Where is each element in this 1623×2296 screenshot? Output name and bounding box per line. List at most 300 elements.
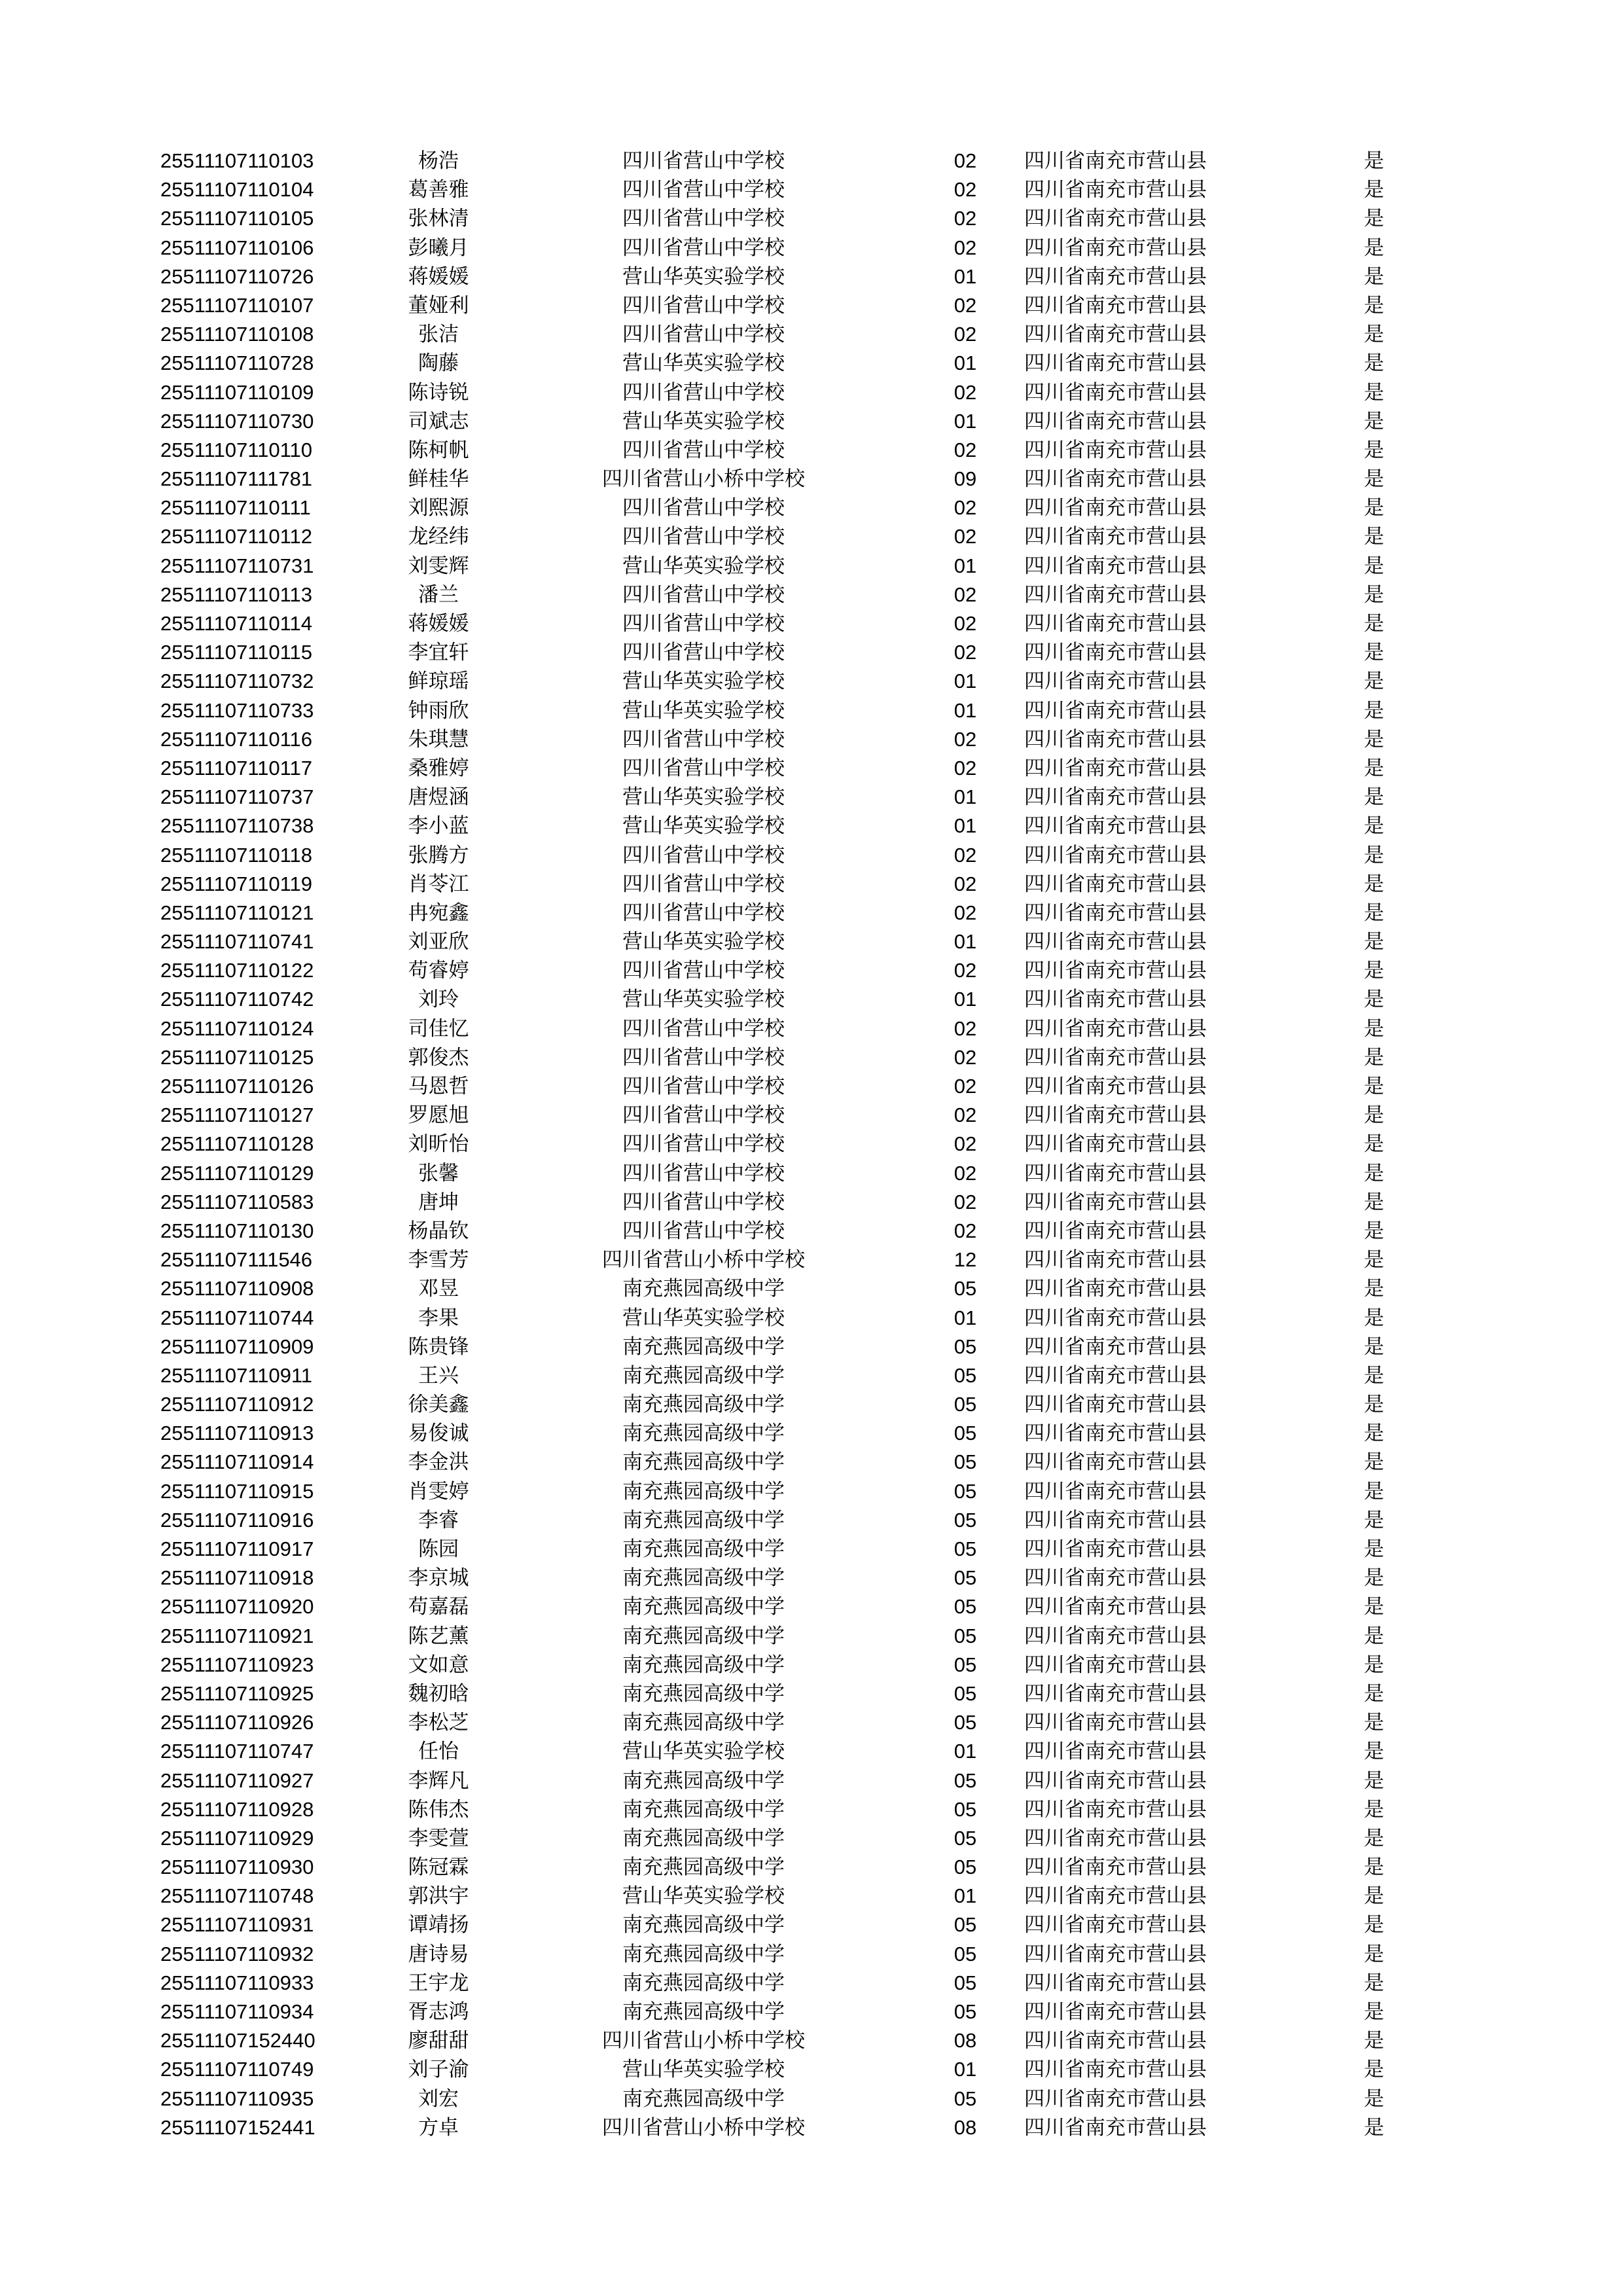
candidate-id-cell: 25511107110913 [160, 1422, 314, 1445]
school-code-cell: 05 [954, 1508, 977, 1532]
table-row [160, 262, 1482, 291]
eligibility-cell: 是 [1364, 149, 1384, 173]
eligibility-cell: 是 [1364, 409, 1384, 433]
candidate-id-cell: 25511107110113 [160, 583, 313, 606]
school-code-cell: 08 [954, 2029, 977, 2053]
table-row [160, 667, 1482, 696]
region-cell: 四川省南充市营山县 [1024, 2000, 1207, 2024]
table-row [160, 436, 1482, 465]
eligibility-cell: 是 [1364, 1479, 1384, 1503]
table-row [160, 1940, 1482, 1969]
school-code-cell: 02 [954, 901, 977, 924]
candidate-id-cell: 25511107110726 [160, 264, 314, 288]
student-name-cell: 张腾方 [408, 843, 469, 867]
eligibility-cell: 是 [1364, 1248, 1384, 1272]
school-code-cell: 05 [954, 1856, 977, 1879]
candidate-id-cell: 25511107110926 [160, 1711, 314, 1734]
table-row [160, 407, 1482, 436]
candidate-id-cell: 25511107110110 [160, 438, 313, 461]
table-row [160, 1477, 1482, 1506]
candidate-id-cell: 25511107110742 [160, 988, 314, 1011]
school-code-cell: 02 [954, 1219, 977, 1242]
table-row [160, 754, 1482, 783]
school-code-cell: 01 [954, 1306, 977, 1329]
school-cell: 四川省营山小桥中学校 [602, 1248, 805, 1272]
student-name-cell: 司佳忆 [408, 1016, 469, 1041]
student-name-cell: 董娅利 [408, 293, 469, 317]
region-cell: 四川省南充市营山县 [1024, 1190, 1207, 1214]
table-row [160, 2026, 1482, 2055]
student-table [160, 147, 1482, 2142]
table-row [160, 841, 1482, 870]
table-row [160, 1014, 1482, 1043]
school-code-cell: 02 [954, 843, 977, 867]
eligibility-cell: 是 [1364, 2029, 1384, 2053]
school-cell: 营山华英实验学校 [622, 670, 785, 694]
student-name-cell: 马恩哲 [408, 1075, 469, 1098]
school-code-cell: 09 [954, 467, 977, 491]
candidate-id-cell: 25511107110733 [160, 698, 314, 722]
candidate-id-cell: 25511107110923 [160, 1653, 314, 1676]
candidate-id-cell: 25511107110130 [160, 1219, 314, 1242]
eligibility-cell: 是 [1364, 554, 1384, 578]
school-cell: 四川省营山中学校 [622, 1045, 785, 1069]
student-name-cell: 李宜轩 [408, 641, 469, 665]
region-cell: 四川省南充市营山县 [1024, 930, 1207, 954]
table-row [160, 349, 1482, 378]
school-cell: 四川省营山中学校 [622, 525, 785, 549]
student-name-cell: 张馨 [418, 1161, 459, 1185]
region-cell: 四川省南充市营山县 [1024, 207, 1207, 231]
school-code-cell: 02 [954, 323, 977, 346]
school-code-cell: 05 [954, 1479, 977, 1503]
school-code-cell: 02 [954, 496, 977, 520]
region-cell: 四川省南充市营山县 [1024, 2058, 1207, 2082]
school-code-cell: 02 [954, 583, 977, 606]
eligibility-cell: 是 [1364, 1306, 1384, 1330]
school-code-cell: 05 [954, 2087, 977, 2110]
region-cell: 四川省南充市营山县 [1024, 670, 1207, 694]
candidate-id-cell: 25511107110105 [160, 207, 314, 230]
region-cell: 四川省南充市营山县 [1024, 1306, 1207, 1330]
eligibility-cell: 是 [1364, 843, 1384, 867]
school-cell: 南充燕园高级中学 [622, 1797, 785, 1821]
region-cell: 四川省南充市营山县 [1024, 1681, 1207, 1706]
student-name-cell: 李金洪 [408, 1450, 469, 1475]
eligibility-cell: 是 [1364, 1942, 1384, 1966]
candidate-id-cell: 25511107110917 [160, 1537, 314, 1560]
school-code-cell: 05 [954, 1277, 977, 1300]
candidate-id-cell: 25511107110912 [160, 1393, 314, 1416]
table-row [160, 1274, 1482, 1303]
student-name-cell: 李雯萱 [408, 1826, 469, 1850]
student-name-cell: 陶藤 [418, 351, 459, 376]
student-name-cell: 陈贵锋 [408, 1335, 469, 1359]
school-code-cell: 05 [954, 1681, 977, 1705]
school-code-cell: 02 [954, 872, 977, 895]
candidate-id-cell: 25511107110732 [160, 670, 314, 693]
table-row [160, 493, 1482, 522]
student-name-cell: 肖苓江 [408, 872, 469, 896]
school-cell: 营山华英实验学校 [622, 814, 785, 838]
school-cell: 四川省营山中学校 [622, 207, 785, 231]
region-cell: 四川省南充市营山县 [1024, 178, 1207, 202]
table-row [160, 1679, 1482, 1708]
table-row [160, 552, 1482, 581]
table-row [160, 291, 1482, 320]
school-code-cell: 02 [954, 293, 977, 317]
school-cell: 南充燕园高级中学 [622, 1450, 785, 1475]
student-name-cell: 陈伟杰 [408, 1797, 469, 1821]
table-row [160, 609, 1482, 638]
region-cell: 四川省南充市营山县 [1024, 1595, 1207, 1619]
school-code-cell: 02 [954, 1075, 977, 1098]
candidate-id-cell: 25511107110129 [160, 1161, 314, 1185]
eligibility-cell: 是 [1364, 293, 1384, 317]
region-cell: 四川省南充市营山县 [1024, 1537, 1207, 1561]
candidate-id-cell: 25511107110929 [160, 1826, 314, 1850]
school-code-cell: 02 [954, 380, 977, 404]
candidate-id-cell: 25511107110108 [160, 323, 314, 346]
eligibility-cell: 是 [1364, 1711, 1384, 1735]
eligibility-cell: 是 [1364, 380, 1384, 404]
table-row [160, 378, 1482, 407]
school-code-cell: 05 [954, 1797, 977, 1821]
region-cell: 四川省南充市营山县 [1024, 554, 1207, 578]
table-row [160, 1651, 1482, 1679]
school-code-cell: 05 [954, 1566, 977, 1590]
table-row [160, 696, 1482, 725]
eligibility-cell: 是 [1364, 1450, 1384, 1475]
region-cell: 四川省南充市营山县 [1024, 1363, 1207, 1388]
table-row [160, 2055, 1482, 2084]
school-code-cell: 01 [954, 988, 977, 1011]
school-code-cell: 08 [954, 2115, 977, 2139]
candidate-id-cell: 25511107110117 [160, 756, 313, 780]
region-cell: 四川省南充市营山县 [1024, 612, 1207, 636]
school-cell: 四川省营山中学校 [622, 1161, 785, 1185]
student-name-cell: 陈柯帆 [408, 438, 469, 462]
school-code-cell: 01 [954, 554, 977, 577]
school-code-cell: 05 [954, 1393, 977, 1416]
candidate-id-cell: 25511107110125 [160, 1045, 314, 1069]
region-cell: 四川省南充市营山县 [1024, 1045, 1207, 1069]
region-cell: 四川省南充市营山县 [1024, 1971, 1207, 1995]
school-code-cell: 05 [954, 1624, 977, 1647]
table-row [160, 1101, 1482, 1130]
school-code-cell: 05 [954, 1826, 977, 1850]
student-name-cell: 邓昱 [418, 1277, 459, 1301]
table-row [160, 1708, 1482, 1737]
school-cell: 四川省营山中学校 [622, 323, 785, 347]
school-cell: 四川省营山中学校 [622, 1103, 785, 1128]
school-code-cell: 02 [954, 178, 977, 202]
candidate-id-cell: 25511107110103 [160, 149, 314, 172]
student-name-cell: 李睿 [418, 1508, 459, 1532]
region-cell: 四川省南充市营山县 [1024, 1450, 1207, 1475]
school-code-cell: 02 [954, 525, 977, 548]
region-cell: 四川省南充市营山县 [1024, 1711, 1207, 1735]
eligibility-cell: 是 [1364, 2115, 1384, 2140]
eligibility-cell: 是 [1364, 1103, 1384, 1128]
school-code-cell: 01 [954, 698, 977, 722]
school-cell: 四川省营山中学校 [622, 293, 785, 317]
candidate-id-cell: 25511107110747 [160, 1740, 314, 1763]
candidate-id-cell: 25511107152441 [160, 2115, 315, 2139]
school-cell: 营山华英实验学校 [622, 554, 785, 578]
eligibility-cell: 是 [1364, 1797, 1384, 1821]
eligibility-cell: 是 [1364, 323, 1384, 347]
region-cell: 四川省南充市营山县 [1024, 1248, 1207, 1272]
candidate-id-cell: 25511107110930 [160, 1856, 314, 1879]
school-cell: 四川省营山中学校 [622, 236, 785, 260]
school-cell: 四川省营山小桥中学校 [602, 2115, 805, 2140]
eligibility-cell: 是 [1364, 1740, 1384, 1764]
school-cell: 四川省营山中学校 [622, 149, 785, 173]
candidate-id-cell: 25511107110116 [160, 727, 313, 751]
school-cell: 营山华英实验学校 [622, 698, 785, 723]
eligibility-cell: 是 [1364, 1913, 1384, 1937]
candidate-id-cell: 25511107111781 [160, 467, 313, 491]
school-cell: 四川省营山中学校 [622, 612, 785, 636]
student-name-cell: 李雪芳 [408, 1248, 469, 1272]
school-code-cell: 01 [954, 930, 977, 954]
student-name-cell: 李小蓝 [408, 814, 469, 838]
student-name-cell: 潘兰 [418, 583, 459, 607]
candidate-id-cell: 25511107110114 [160, 612, 313, 635]
candidate-id-cell: 25511107110928 [160, 1797, 314, 1821]
student-name-cell: 鲜桂华 [408, 467, 469, 492]
eligibility-cell: 是 [1364, 930, 1384, 954]
region-cell: 四川省南充市营山县 [1024, 293, 1207, 317]
candidate-id-cell: 25511107110911 [160, 1363, 313, 1387]
region-cell: 四川省南充市营山县 [1024, 1856, 1207, 1880]
eligibility-cell: 是 [1364, 1653, 1384, 1677]
school-cell: 南充燕园高级中学 [622, 1566, 785, 1590]
table-row [160, 956, 1482, 985]
school-cell: 四川省营山小桥中学校 [602, 2029, 805, 2053]
table-row [160, 1217, 1482, 1246]
table-row [160, 638, 1482, 667]
region-cell: 四川省南充市营山县 [1024, 901, 1207, 925]
eligibility-cell: 是 [1364, 1595, 1384, 1619]
eligibility-cell: 是 [1364, 1681, 1384, 1706]
region-cell: 四川省南充市营山县 [1024, 1913, 1207, 1937]
student-name-cell: 文如意 [408, 1653, 469, 1677]
eligibility-cell: 是 [1364, 612, 1384, 636]
region-cell: 四川省南充市营山县 [1024, 1219, 1207, 1243]
school-code-cell: 02 [954, 438, 977, 461]
student-name-cell: 刘玲 [418, 988, 459, 1012]
eligibility-cell: 是 [1364, 1856, 1384, 1880]
eligibility-cell: 是 [1364, 670, 1384, 694]
region-cell: 四川省南充市营山县 [1024, 785, 1207, 810]
region-cell: 四川省南充市营山县 [1024, 2115, 1207, 2140]
student-name-cell: 徐美鑫 [408, 1393, 469, 1417]
school-code-cell: 05 [954, 2000, 977, 2023]
school-cell: 营山华英实验学校 [622, 930, 785, 954]
region-cell: 四川省南充市营山县 [1024, 814, 1207, 838]
eligibility-cell: 是 [1364, 698, 1384, 723]
school-cell: 四川省营山中学校 [622, 872, 785, 896]
table-row [160, 1072, 1482, 1101]
student-name-cell: 张林清 [408, 207, 469, 231]
candidate-id-cell: 25511107110127 [160, 1103, 314, 1127]
school-cell: 南充燕园高级中学 [622, 1942, 785, 1966]
student-name-cell: 王兴 [418, 1363, 459, 1388]
candidate-id-cell: 25511107110118 [160, 843, 313, 867]
candidate-id-cell: 25511107110934 [160, 2000, 314, 2023]
table-row [160, 1910, 1482, 1939]
region-cell: 四川省南充市营山县 [1024, 698, 1207, 723]
school-cell: 四川省营山中学校 [622, 901, 785, 925]
school-code-cell: 01 [954, 785, 977, 809]
school-cell: 四川省营山中学校 [622, 438, 785, 462]
table-row [160, 1767, 1482, 1795]
candidate-id-cell: 25511107110119 [160, 872, 313, 895]
student-name-cell: 刘子渝 [408, 2058, 469, 2082]
student-name-cell: 彭曦月 [408, 236, 469, 260]
school-code-cell: 05 [954, 1595, 977, 1619]
table-row [160, 581, 1482, 609]
student-name-cell: 刘亚欣 [408, 930, 469, 954]
student-name-cell: 陈诗锐 [408, 380, 469, 404]
eligibility-cell: 是 [1364, 756, 1384, 780]
school-code-cell: 05 [954, 1913, 977, 1937]
school-cell: 南充燕园高级中学 [622, 1856, 785, 1880]
school-cell: 南充燕园高级中学 [622, 1277, 785, 1301]
school-cell: 南充燕园高级中学 [622, 1826, 785, 1850]
eligibility-cell: 是 [1364, 438, 1384, 462]
school-cell: 四川省营山中学校 [622, 496, 785, 520]
student-name-cell: 龙经纬 [408, 525, 469, 549]
eligibility-cell: 是 [1364, 1016, 1384, 1041]
region-cell: 四川省南充市营山县 [1024, 988, 1207, 1012]
region-cell: 四川省南充市营山县 [1024, 496, 1207, 520]
eligibility-cell: 是 [1364, 641, 1384, 665]
school-cell: 营山华英实验学校 [622, 2058, 785, 2082]
region-cell: 四川省南充市营山县 [1024, 583, 1207, 607]
candidate-id-cell: 25511107110915 [160, 1479, 314, 1503]
region-cell: 四川省南充市营山县 [1024, 1422, 1207, 1446]
region-cell: 四川省南充市营山县 [1024, 438, 1207, 462]
table-row [160, 1535, 1482, 1564]
table-row [160, 204, 1482, 233]
school-cell: 四川省营山中学校 [622, 727, 785, 751]
eligibility-cell: 是 [1364, 1537, 1384, 1561]
eligibility-cell: 是 [1364, 814, 1384, 838]
school-cell: 四川省营山中学校 [622, 959, 785, 983]
candidate-id-cell: 25511107110748 [160, 1884, 314, 1908]
school-code-cell: 01 [954, 1740, 977, 1763]
table-row [160, 1246, 1482, 1274]
student-name-cell: 冉宛鑫 [408, 901, 469, 925]
candidate-id-cell: 25511107110728 [160, 351, 314, 375]
school-cell: 南充燕园高级中学 [622, 1653, 785, 1677]
student-name-cell: 唐诗易 [408, 1942, 469, 1966]
school-code-cell: 02 [954, 1103, 977, 1127]
table-row [160, 927, 1482, 956]
candidate-id-cell: 25511107110104 [160, 178, 314, 202]
region-cell: 四川省南充市营山县 [1024, 1016, 1207, 1041]
student-name-cell: 刘宏 [418, 2087, 459, 2111]
region-cell: 四川省南充市营山县 [1024, 236, 1207, 260]
school-cell: 营山华英实验学校 [622, 264, 785, 289]
school-code-cell: 01 [954, 351, 977, 375]
table-row [160, 1592, 1482, 1621]
eligibility-cell: 是 [1364, 2058, 1384, 2082]
school-cell: 南充燕园高级中学 [622, 1393, 785, 1417]
table-row [160, 147, 1482, 175]
eligibility-cell: 是 [1364, 901, 1384, 925]
eligibility-cell: 是 [1364, 467, 1384, 492]
region-cell: 四川省南充市营山县 [1024, 1768, 1207, 1793]
candidate-id-cell: 25511107110128 [160, 1132, 314, 1156]
student-name-cell: 郭洪宇 [408, 1884, 469, 1909]
candidate-id-cell: 25511107110741 [160, 930, 314, 954]
school-code-cell: 02 [954, 1045, 977, 1069]
student-name-cell: 苟睿婷 [408, 959, 469, 983]
school-cell: 南充燕园高级中学 [622, 1479, 785, 1503]
table-row [160, 1853, 1482, 1882]
school-code-cell: 01 [954, 409, 977, 433]
table-row [160, 1304, 1482, 1333]
student-name-cell: 王宇龙 [408, 1971, 469, 1995]
student-name-cell: 胥志鸿 [408, 2000, 469, 2024]
candidate-id-cell: 25511107110918 [160, 1566, 314, 1590]
student-name-cell: 谭靖扬 [408, 1913, 469, 1937]
region-cell: 四川省南充市营山县 [1024, 641, 1207, 665]
region-cell: 四川省南充市营山县 [1024, 1797, 1207, 1821]
eligibility-cell: 是 [1364, 1363, 1384, 1388]
school-cell: 四川省营山中学校 [622, 843, 785, 867]
region-cell: 四川省南充市营山县 [1024, 525, 1207, 549]
table-row [160, 1448, 1482, 1477]
region-cell: 四川省南充市营山县 [1024, 1132, 1207, 1157]
eligibility-cell: 是 [1364, 236, 1384, 260]
candidate-id-cell: 25511107111546 [160, 1248, 313, 1272]
student-name-cell: 桑雅婷 [408, 756, 469, 780]
student-name-cell: 肖雯婷 [408, 1479, 469, 1503]
table-row [160, 1622, 1482, 1651]
region-cell: 四川省南充市营山县 [1024, 1566, 1207, 1590]
student-name-cell: 李果 [418, 1306, 459, 1330]
table-row [160, 1882, 1482, 1910]
student-name-cell: 刘雯辉 [408, 554, 469, 578]
eligibility-cell: 是 [1364, 1624, 1384, 1648]
student-name-cell: 郭俊杰 [408, 1045, 469, 1069]
region-cell: 四川省南充市营山县 [1024, 2087, 1207, 2111]
student-name-cell: 鲜琼瑶 [408, 670, 469, 694]
student-name-cell: 易俊诚 [408, 1422, 469, 1446]
region-cell: 四川省南充市营山县 [1024, 323, 1207, 347]
table-row [160, 1333, 1482, 1361]
table-row [160, 1795, 1482, 1824]
eligibility-cell: 是 [1364, 1161, 1384, 1185]
table-row [160, 2085, 1482, 2113]
school-cell: 四川省营山中学校 [622, 641, 785, 665]
school-cell: 营山华英实验学校 [622, 1740, 785, 1764]
table-row [160, 1390, 1482, 1419]
candidate-id-cell: 25511107110122 [160, 959, 314, 982]
school-cell: 营山华英实验学校 [622, 409, 785, 433]
eligibility-cell: 是 [1364, 1508, 1384, 1532]
candidate-id-cell: 25511107110731 [160, 554, 314, 577]
eligibility-cell: 是 [1364, 207, 1384, 231]
student-name-cell: 魏初晗 [408, 1681, 469, 1706]
region-cell: 四川省南充市营山县 [1024, 1826, 1207, 1850]
eligibility-cell: 是 [1364, 1971, 1384, 1995]
